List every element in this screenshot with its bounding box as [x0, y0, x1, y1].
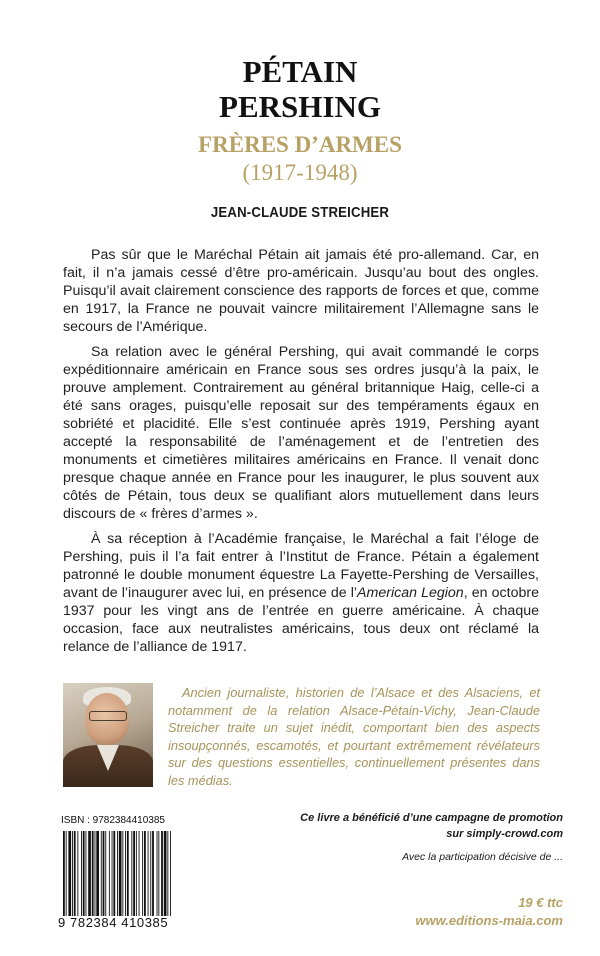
- subtitle: FRÈRES D’ARMES: [198, 132, 402, 157]
- author-bio: Ancien journaliste, historien de l’Alsace et des Alsaciens, et notamment de la relation Alsace-Pétain-Vichy, Jean-Claude Streicher traite un sujet inédit, comportant bien des aspects insoupçonnés, escamotés, et pourtant extrêmement révélateurs sur des questions essentielles, continuellement présentes dans les médias.: [168, 685, 540, 788]
- author-name: JEAN-CLAUDE STREICHER: [210, 204, 390, 221]
- blurb-body: [63, 246, 539, 663]
- blurb-paragraph-1: Pas sûr que le Maréchal Pétain ait jamais été pro-allemand. Car, en fait, il n’a jamais cessé d’être pro-américain. Jusqu’au bout des ongles. Puisqu’il avait clairement conscience des rapports de forces et que, comme en 1917, la France ne pouvait vaincre militairement l’Allemagne sans le secours de l’Amérique.: [63, 247, 539, 335]
- barcode: [61, 831, 173, 916]
- barcode-digits: 9 782384 410385: [58, 915, 169, 930]
- title-line-2: PERSHING: [219, 89, 381, 124]
- isbn-label: ISBN : 9782384410385: [61, 815, 165, 826]
- title-line-1: PÉTAIN: [242, 54, 358, 89]
- promo-line-1: Ce livre a bénéficié d’une campagne de promotion: [300, 812, 563, 824]
- blurb-paragraph-3: [63, 530, 539, 656]
- promo-text: [233, 810, 563, 842]
- blurb-paragraph-2: Sa relation avec le général Pershing, qui avait commandé le corps expéditionnaire américain en France sous ses ordres jusqu’à la paix, le prouve amplement. Contrairement au général britannique Haig, celle-ci a été sans orages, puisqu’elle reposait sur des tempéraments égaux en sobriété et placidité. Elle s’est continuée après 1919, Pershing ayant accepté la responsabilité de l’aménagement et de l’entretien des monuments et cimetières militaires américains en France. Il venait donc presque chaque année en France pour les inaugurer, le plus souvent aux côtés de Pétain, tous deux se qualifiant alors mutuellement dans leurs discours de « frères d’armes ».: [63, 344, 539, 522]
- author-photo: [63, 683, 153, 787]
- publisher-website: www.editions-maia.com: [415, 913, 563, 928]
- years: (1917-1948): [242, 160, 358, 185]
- price: 19 € ttc: [518, 895, 563, 910]
- participation-text: Avec la participation décisive de ...: [402, 851, 563, 863]
- promo-line-2: sur simply-crowd.com: [446, 828, 563, 840]
- p3-text-start: À sa réception à l’Académie française, le Maréchal a fait l’éloge de Pershing, puis il l’a fait entrer à l’Institut de France. Pétain a également patronné le double monument équestre La Fayette-Pershing de Versailles, avant de l’inaugurer avec lui, en présence de l’: [63, 531, 539, 601]
- american-legion-italic: American Legion: [357, 585, 464, 601]
- p3-text-end: , en octobre 1937 pour les vingt ans de l’entrée en guerre américaine. À chaque occasion, face aux neutralistes américains, tous deux ont réclamé la relance de l’alliance de 1917.: [63, 585, 539, 655]
